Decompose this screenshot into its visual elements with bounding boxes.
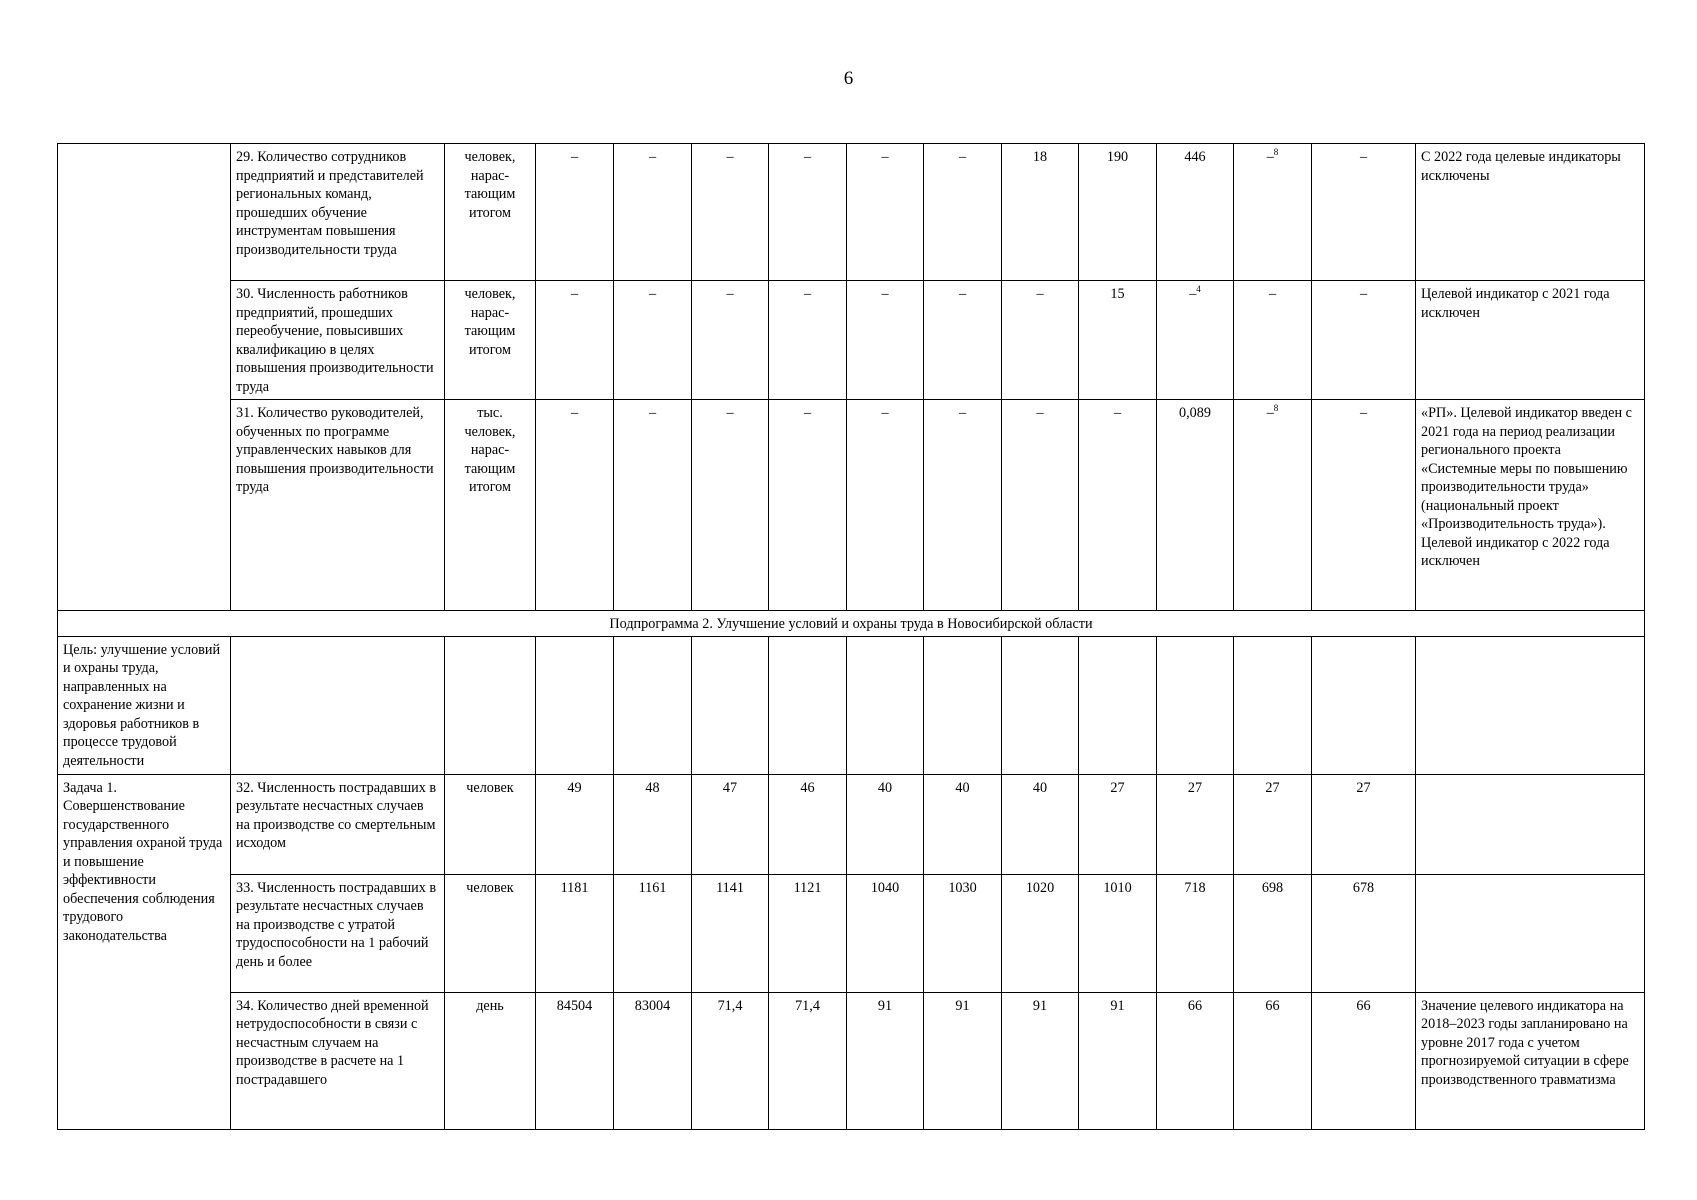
empty-cell (536, 636, 614, 774)
table-row (58, 774, 1645, 874)
value-cell: 49 (536, 774, 614, 874)
value-cell: 446 (1157, 144, 1234, 281)
value-text: – (1266, 149, 1274, 165)
value-cell: 91 (924, 992, 1002, 1129)
value-cell: – (1002, 281, 1079, 400)
value-cell: 1161 (614, 874, 692, 992)
empty-cell (924, 636, 1002, 774)
value-cell: 1010 (1079, 874, 1157, 992)
note-cell (1416, 774, 1645, 874)
note-cell: Значение целевого индикатора на 2018–2023 годы запланировано на уровне 2017 года с учетом прогнозируемой ситуации в сфере производственного травматизма (1416, 992, 1645, 1129)
value-cell: 46 (769, 774, 847, 874)
value-cell: 718 (1157, 874, 1234, 992)
unit-cell: человек, нарас-тающим итогом (445, 144, 536, 281)
indicator-name: 29. Количество сотрудников предприятий и представителей региональных команд, прошедших обучение инструментам повышения производительности труда (231, 144, 445, 281)
value-cell: – (847, 281, 924, 400)
empty-cell (445, 636, 536, 774)
empty-cell (1157, 636, 1234, 774)
note-cell: Целевой индикатор с 2021 года исключен (1416, 281, 1645, 400)
value-text: – (1266, 405, 1274, 421)
empty-cell (692, 636, 769, 774)
value-cell: – (1079, 400, 1157, 611)
value-cell: – (692, 144, 769, 281)
value-cell: – (847, 144, 924, 281)
value-cell: 47 (692, 774, 769, 874)
empty-cell (769, 636, 847, 774)
value-cell: 1121 (769, 874, 847, 992)
table-row (58, 400, 1645, 611)
value-cell: 1141 (692, 874, 769, 992)
value-cell: – (769, 400, 847, 611)
value-cell: 1181 (536, 874, 614, 992)
table-row (58, 874, 1645, 992)
indicators-table (57, 143, 1645, 1130)
value-cell: – (1002, 400, 1079, 611)
value-cell: – (924, 281, 1002, 400)
value-cell: 66 (1234, 992, 1312, 1129)
value-cell: 190 (1079, 144, 1157, 281)
value-cell: 15 (1079, 281, 1157, 400)
table-row (58, 992, 1645, 1129)
section-row (58, 611, 1645, 637)
value-cell: 0,089 (1157, 400, 1234, 611)
value-cell: – (614, 144, 692, 281)
value-cell: 18 (1002, 144, 1079, 281)
value-cell: – (692, 400, 769, 611)
value-cell: – (924, 144, 1002, 281)
unit-cell: человек, нарас-тающим итогом (445, 281, 536, 400)
indicator-name: 34. Количество дней временной нетрудоспособности в связи с несчастным случаем на производстве в расчете на 1 пострадавшего (231, 992, 445, 1129)
value-cell: 27 (1234, 774, 1312, 874)
value-cell: 1020 (1002, 874, 1079, 992)
value-cell: – (1234, 281, 1312, 400)
value-cell: – (847, 400, 924, 611)
footnote-marker: 4 (1196, 284, 1201, 294)
value-cell: – (924, 400, 1002, 611)
value-cell: – (1312, 144, 1416, 281)
value-cell: 27 (1079, 774, 1157, 874)
value-cell: – (536, 400, 614, 611)
empty-cell (1079, 636, 1157, 774)
value-cell: 40 (924, 774, 1002, 874)
task-cell: Задача 1. Совершенствование государственного управления охраной труда и повышение эффективности обеспечения соблюдения трудового законодательства (58, 774, 231, 1129)
value-cell: 698 (1234, 874, 1312, 992)
empty-goal-cell (58, 144, 231, 611)
goal-cell: Цель: улучшение условий и охраны труда, направленных на сохранение жизни и здоровья работников в процессе трудовой деятельности (58, 636, 231, 774)
indicator-name: 31. Количество руководителей, обученных по программе управленческих навыков для повышения производительности труда (231, 400, 445, 611)
empty-cell (231, 636, 445, 774)
empty-cell (847, 636, 924, 774)
value-cell: – (769, 281, 847, 400)
value-cell: – (1312, 281, 1416, 400)
value-cell: – (769, 144, 847, 281)
footnote-marker: 8 (1273, 403, 1279, 413)
indicator-name: 30. Численность работников предприятий, прошедших переобучение, повысивших квалификацию в целях повышения производительности труда (231, 281, 445, 400)
value-cell: 91 (1002, 992, 1079, 1129)
empty-cell (614, 636, 692, 774)
value-cell: 40 (847, 774, 924, 874)
unit-cell: день (445, 992, 536, 1129)
value-cell: – (692, 281, 769, 400)
empty-cell (1416, 636, 1645, 774)
value-cell: 91 (847, 992, 924, 1129)
value-cell: 71,4 (769, 992, 847, 1129)
value-cell: 40 (1002, 774, 1079, 874)
table-row (58, 144, 1645, 281)
indicator-name: 33. Численность пострадавших в результате несчастных случаев на производстве с утратой трудоспособности на 1 рабочий день и более (231, 874, 445, 992)
empty-cell (1234, 636, 1312, 774)
value-cell-footnote (1234, 400, 1312, 611)
value-cell: 27 (1157, 774, 1234, 874)
empty-cell (1312, 636, 1416, 774)
value-cell: – (536, 144, 614, 281)
value-cell-footnote (1157, 281, 1234, 400)
value-cell: – (536, 281, 614, 400)
goal-row (58, 636, 1645, 774)
value-cell: 66 (1157, 992, 1234, 1129)
value-cell: 48 (614, 774, 692, 874)
value-cell: 1040 (847, 874, 924, 992)
value-text: – (1189, 286, 1197, 302)
note-cell (1416, 874, 1645, 992)
value-cell: 66 (1312, 992, 1416, 1129)
footnote-marker: 8 (1273, 147, 1279, 157)
note-cell: С 2022 года целевые индикаторы исключены (1416, 144, 1645, 281)
value-cell: – (1312, 400, 1416, 611)
value-cell: 71,4 (692, 992, 769, 1129)
value-cell: 84504 (536, 992, 614, 1129)
note-cell: «РП». Целевой индикатор введен с 2021 года на период реализации регионального проекта «Системные меры по повышению производительности труда» (национальный проект «Производительность труда»). Целевой индикатор с 2022 года исключен (1416, 400, 1645, 611)
table-row (58, 281, 1645, 400)
unit-cell: человек (445, 774, 536, 874)
value-cell: – (614, 400, 692, 611)
value-cell-footnote (1234, 144, 1312, 281)
value-cell: 27 (1312, 774, 1416, 874)
unit-cell: человек (445, 874, 536, 992)
value-cell: 83004 (614, 992, 692, 1129)
value-cell: 678 (1312, 874, 1416, 992)
unit-cell: тыс. человек, нарас-тающим итогом (445, 400, 536, 611)
indicator-name: 32. Численность пострадавших в результате несчастных случаев на производстве со смертельным исходом (231, 774, 445, 874)
value-cell: 91 (1079, 992, 1157, 1129)
value-cell: 1030 (924, 874, 1002, 992)
page-number: 6 (843, 68, 854, 89)
empty-cell (1002, 636, 1079, 774)
value-cell: – (614, 281, 692, 400)
section-title: Подпрограмма 2. Улучшение условий и охраны труда в Новосибирской области (58, 611, 1645, 637)
